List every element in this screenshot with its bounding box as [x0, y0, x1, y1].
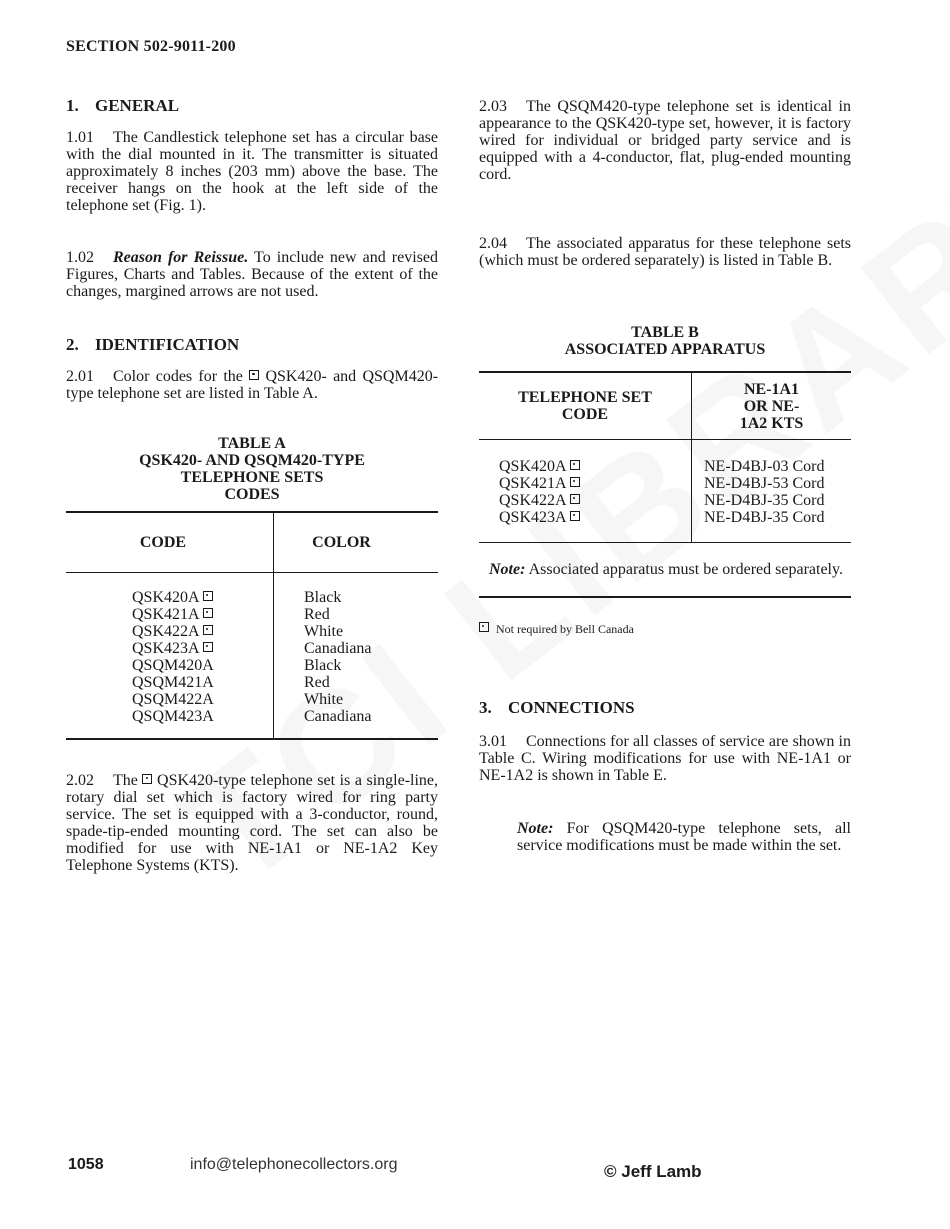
table-a-code: QSK420A — [132, 589, 273, 606]
page-number: 1058 — [68, 1156, 104, 1173]
table-a-color: White — [304, 691, 344, 708]
paragraph-2-01: 2.01 Color codes for the QSK420- and QSQM420-type telephone set are listed in Table A. — [66, 368, 439, 402]
table-a-code: QSQM420A — [132, 657, 214, 674]
table-b-header-row — [479, 372, 851, 440]
not-required-mark-icon — [570, 494, 580, 504]
not-required-mark-icon — [570, 511, 580, 521]
not-required-mark-icon — [479, 622, 489, 632]
table-b-note-row — [479, 543, 851, 598]
table-b-cord: NE-D4BJ-35 Cord — [704, 509, 825, 526]
table-a-code: QSK421A — [132, 606, 273, 623]
not-required-mark-icon — [570, 460, 580, 470]
table-b-note-label: Note: — [489, 561, 526, 578]
not-required-mark-icon — [249, 370, 259, 380]
heading-identification: 2. IDENTIFICATION — [66, 335, 240, 354]
table-b-cord: NE-D4BJ-53 Cord — [704, 475, 825, 492]
table-b-code: QSK420A — [499, 458, 691, 475]
table-a-code: QSK422A — [132, 623, 273, 640]
table-b-note-text: Associated apparatus must be ordered separately. — [528, 561, 843, 578]
table-a-color: Black — [304, 589, 342, 606]
paragraph-2-03: 2.03 The QSQM420-type telephone set is identical in appearance to the QSK420-type set, however, it is factory wired for individual or bridged party service and is equipped with a 4-conductor, flat, plug-ended mounting cord. — [479, 98, 851, 183]
not-required-mark-icon — [203, 625, 213, 635]
footer-copyright: © Jeff Lamb — [604, 1162, 702, 1181]
not-required-mark-icon — [570, 477, 580, 487]
table-a-header-color: COLOR — [274, 512, 439, 573]
table-a-color: Red — [304, 606, 330, 623]
not-required-mark-icon — [203, 591, 213, 601]
not-required-mark-icon — [203, 642, 213, 652]
paragraph-2-02: 2.02 The QSK420-type telephone set is a single-line, rotary dial set which is factory wired for ring party service. The set is equipped with a 3-conductor, round, spade-tip-ended mounting cord. The set can also be modified for use with NE-1A1 or NE-1A2 Key Telephone Systems (KTS). — [66, 772, 439, 874]
table-b-cord: NE-D4BJ-03 Cord — [704, 458, 825, 475]
table-a-color: Red — [304, 674, 330, 691]
table-b-code: QSK423A — [499, 509, 691, 526]
table-b-header-code: TELEPHONE SET CODE — [479, 372, 692, 440]
table-b-code: QSK421A — [499, 475, 691, 492]
left-column — [66, 96, 438, 874]
table-a-code: QSK423A — [132, 640, 273, 657]
paragraph-3-01: 3.01 Connections for all classes of service are shown in Table C. Wiring modifications for use with NE-1A1 or NE-1A2 is shown in Table E. — [479, 733, 851, 784]
not-required-mark-icon — [142, 774, 152, 784]
section-header: SECTION 502-9011-200 — [66, 38, 236, 55]
footnote: Not required by Bell Canada — [479, 622, 851, 636]
table-a-color: Black — [304, 657, 342, 674]
table-a-body-row — [66, 573, 438, 740]
table-a-color: White — [304, 623, 344, 640]
connections-note: Note: For QSQM420-type telephone sets, all service modifications must be made within the set. — [517, 820, 852, 854]
table-b-cord: NE-D4BJ-35 Cord — [704, 492, 825, 509]
table-a-color: Canadiana — [304, 708, 372, 725]
table-a-code: QSQM423A — [132, 708, 214, 725]
heading-general: 1. GENERAL — [66, 96, 180, 115]
table-b — [479, 371, 851, 598]
heading-connections: 3. CONNECTIONS — [479, 698, 635, 717]
table-b-title: TABLE B ASSOCIATED APPARATUS — [564, 324, 766, 358]
table-a-color: Canadiana — [304, 640, 372, 657]
not-required-mark-icon — [203, 608, 213, 618]
table-a-header-row — [66, 512, 438, 573]
table-a — [66, 511, 438, 740]
right-column — [479, 98, 851, 854]
paragraph-2-04: 2.04 The associated apparatus for these telephone sets (which must be ordered separately) is listed in Table B. — [479, 235, 851, 269]
paragraph-1-01: 1.01 The Candlestick telephone set has a circular base with the dial mounted in it. The transmitter is situated approximately 8 inches (203 mm) above the base. The receiver hangs on the hook at the left side of the telephone set (Fig. 1). — [66, 129, 438, 214]
table-a-title: TABLE A QSK420- AND QSQM420-TYPE TELEPHONE SETS CODES — [139, 435, 365, 503]
table-b-header-kts: NE-1A1 OR NE-1A2 KTS — [692, 372, 852, 440]
table-a-code: QSQM421A — [132, 674, 214, 691]
table-a-code: QSQM422A — [132, 691, 214, 708]
footer-email: info@telephonecollectors.org — [190, 1156, 398, 1173]
table-b-body-row — [479, 440, 851, 543]
table-b-code: QSK422A — [499, 492, 691, 509]
paragraph-1-02: 1.02 Reason for Reissue. To include new and revised Figures, Charts and Tables. Because of the extent of the changes, margined arrows are not used. — [66, 249, 438, 300]
table-a-header-code: CODE — [66, 512, 274, 573]
